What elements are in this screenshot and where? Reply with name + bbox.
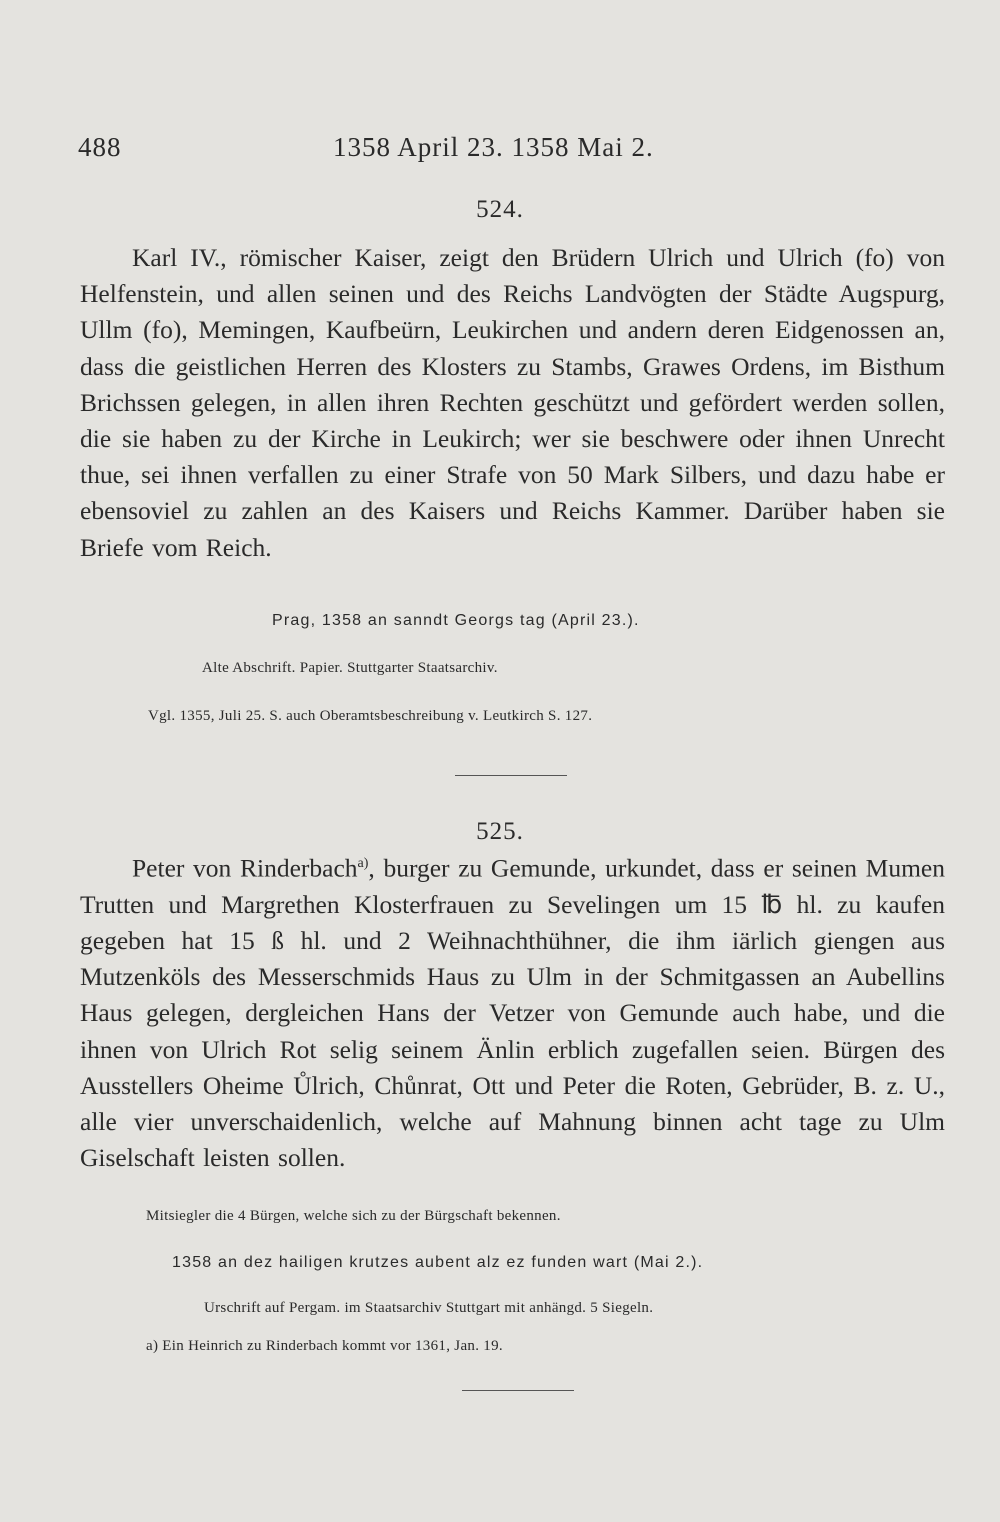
entry-dating: 1358 an dez hailigen krutzes aubent alz ez funden wart (Mai 2.). — [172, 1254, 704, 1271]
entry-text-body: Karl IV., römischer Kaiser, zeigt den Brüdern Ulrich und Ulrich (fo) von Helfenstein, und allen seinen und des Reichs Landvögten der Städte Augspurg, Ullm (fo), Memingen, Kaufbeürn, Leukirchen und andern deren Eidgenossen an, dass die geistlichen Herren des Klosters zu Stambs, Grawes Ordens, im Bisthum Brichssen gelegen, in allen ihren Rechten geschützt und gefördert werden sollen, die sie haben zu der Kirche in Leukirch; wer sie beschwere oder ihnen Unrecht thue, sei ihnen verfallen zu einer Strafe von 50 Mark Silbers, und dazu habe er ebensoviel zu zahlen an des Kaisers und Reichs Kammer. Darüber haben sie Briefe vom Reich. — [80, 243, 945, 562]
separator-rule — [455, 775, 567, 776]
entry-number: 524. — [476, 196, 524, 223]
entry-source: Urschrift auf Pergam. im Staatsarchiv Stuttgart mit anhängd. 5 Siegeln. — [204, 1300, 654, 1316]
page-number: 488 — [78, 132, 122, 162]
footnote-marker: a) — [357, 856, 369, 871]
entry-text — [80, 240, 945, 566]
page-header — [78, 132, 948, 172]
entry-sealers: Mitsiegler die 4 Bürgen, welche sich zu der Bürgschaft bekennen. — [146, 1208, 561, 1224]
entry-source: Alte Abschrift. Papier. Stuttgarter Staatsarchiv. — [202, 660, 498, 676]
separator-rule — [462, 1390, 574, 1391]
footnote: a) Ein Heinrich zu Rinderbach kommt vor 1361, Jan. 19. — [146, 1338, 503, 1354]
entry-text-start: Peter von Rinderbach — [132, 853, 358, 883]
entry-reference: Vgl. 1355, Juli 25. S. auch Oberamtsbeschreibung v. Leutkirch S. 127. — [148, 708, 593, 724]
entry-text-rest: , burger zu Gemunde, urkundet, dass er seinen Mumen Trutten und Margrethen Klosterfrauen zu Sevelingen um 15 ℔ hl. zu kaufen gegeben hat 15 ß hl. und 2 Weihnachthühner, die ihm iärlich giengen aus Mutzenköls des Messerschmids Haus zu Ulm in der Schmitgassen an Aubellins Haus gelegen, dergleichen Hans der Vetzer von Gemunde auch habe, und die ihnen von Ulrich Rot selig seinem Änlin erblich zugefallen seien. Bürgen des Ausstellers Oheime Ůlrich, Chůnrat, Ott und Peter die Roten, Gebrüder, B. z. U., alle vier unverschaidenlich, welche auf Mahnung binnen acht tage zu Ulm Giselschaft leisten sollen. — [80, 853, 945, 1173]
entry-number: 525. — [476, 818, 524, 845]
running-title: 1358 April 23. 1358 Mai 2. — [333, 132, 654, 162]
entry-dating: Prag, 1358 an sanndt Georgs tag (April 23.). — [272, 612, 640, 629]
entry-text — [80, 846, 945, 1176]
